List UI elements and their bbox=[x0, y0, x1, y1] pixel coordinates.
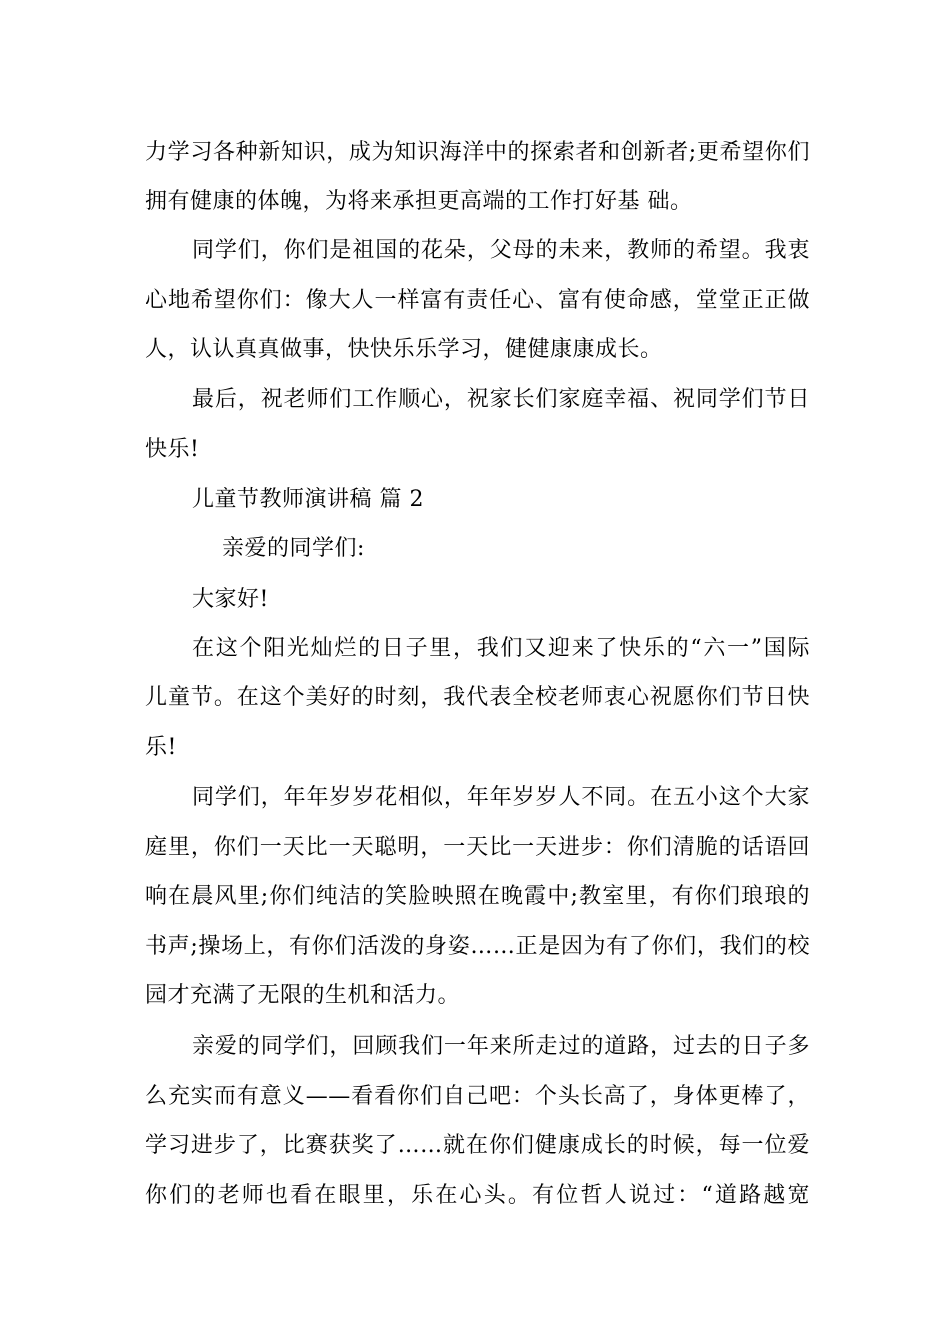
text-line: 快乐! bbox=[145, 437, 200, 462]
salutation: 亲爱的同学们: bbox=[222, 536, 365, 561]
text-line: 拥有健康的体魄，为将来承担更高端的工作打好基 础。 bbox=[145, 189, 693, 214]
text-line: 学习进步了，比赛获奖了……就在你们健康成长的时候，每一位爱 bbox=[145, 1133, 810, 1158]
greeting: 大家好! bbox=[192, 587, 269, 612]
text-line: 最后，祝老师们工作顺心，祝家长们家庭幸福、祝同学们节日 bbox=[192, 387, 810, 412]
text-line: 在这个阳光灿烂的日子里，我们又迎来了快乐的“六一”国际 bbox=[192, 636, 810, 661]
text-line: 园才充满了无限的生机和活力。 bbox=[145, 983, 461, 1008]
text-line: 儿童节。在这个美好的时刻，我代表全校老师衷心祝愿你们节日快 bbox=[145, 685, 810, 710]
text-line: 人，认认真真做事，快快乐乐学习，健健康康成长。 bbox=[145, 337, 663, 362]
text-line: 亲爱的同学们，回顾我们一年来所走过的道路，过去的日子多 bbox=[192, 1034, 810, 1059]
text-line: 力学习各种新知识，成为知识海洋中的探索者和创新者;更希望你们 bbox=[145, 140, 810, 165]
text-line: 同学们，你们是祖国的花朵，父母的未来，教师的希望。我衷 bbox=[192, 238, 810, 263]
text-line: 庭里，你们一天比一天聪明，一天比一天进步：你们清脆的话语回 bbox=[145, 835, 810, 860]
text-line: 乐! bbox=[145, 735, 177, 760]
text-line: 么充实而有意义——看看你们自己吧：个头长高了，身体更棒了， bbox=[145, 1084, 810, 1109]
section-heading: 儿童节教师演讲稿 篇 2 bbox=[192, 487, 424, 512]
text-line: 同学们，年年岁岁花相似，年年岁岁人不同。在五小这个大家 bbox=[192, 785, 810, 810]
text-line: 你们的老师也看在眼里，乐在心头。有位哲人说过：“道路越宽 bbox=[145, 1183, 810, 1208]
text-line: 心地希望你们：像大人一样富有责任心、富有使命感，堂堂正正做 bbox=[145, 288, 810, 313]
text-line: 书声;操场上，有你们活泼的身姿……正是因为有了你们，我们的校 bbox=[145, 934, 810, 959]
text-line: 响在晨风里;你们纯洁的笑脸映照在晚霞中;教室里，有你们琅琅的 bbox=[145, 884, 810, 909]
